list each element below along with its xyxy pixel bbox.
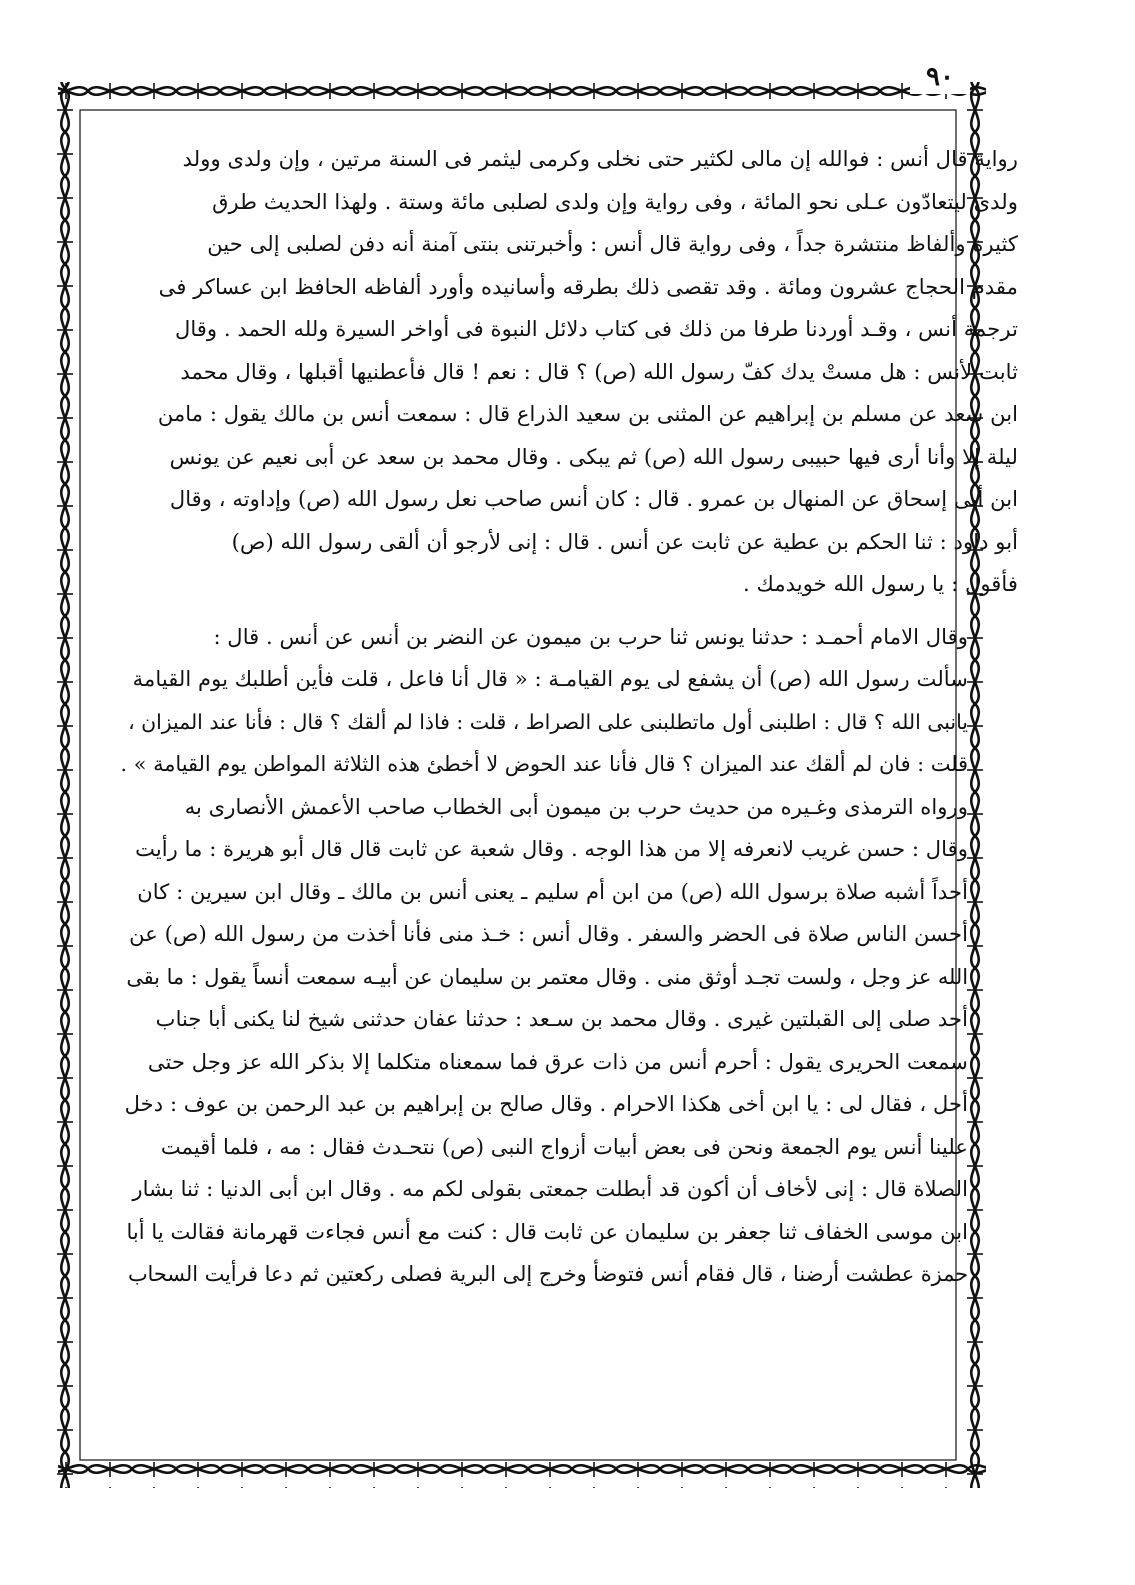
text-line: مقدم الحجاج عشرون ومائة . وقد تقصى ذلك بطرقه وأسانيده وأورد ألفاظه الحافظ ابن عساكر فى bbox=[158, 273, 1018, 299]
text-line: علينا أنس يوم الجمعة ونحن فى بعض أبيات أزواج النبى (ص) نتحـدث فقال : مه ، فلما أقيمت bbox=[160, 1133, 968, 1159]
border-top bbox=[58, 82, 986, 108]
text-line: ترجمة أنس ، وقـد أوردنا طرفا من ذلك فى كتاب دلائل النبوة فى أواخر السيرة ولله الحمد . وقال bbox=[174, 316, 1018, 341]
text-line: أحسن الناس صلاة فى الحضر والسفر . وقال أنس : خـذ منى فأنا أخذت من رسول الله (ص) عن bbox=[129, 921, 968, 946]
text-line: ليلة إلا وأنا أرى فيها حبيبى رسول الله (ص) ثم يبكى . وقال محمد بن سعد عن أبى نعيم عن يونس bbox=[169, 443, 1018, 469]
text-line: الله عز وجل ، ولست تجـد أوثق منى . وقال معتمر بن سليمان عن أبيـه سمعت أنساً يقول : ما بقى bbox=[126, 964, 968, 989]
text-line: سألت رسول الله (ص) أن يشفع لى يوم القيامـة : « قال أنا فاعل ، قلت فأين أطلبك يوم القيامة bbox=[132, 666, 968, 691]
text-line: يانبى الله ؟ قال : اطلبنى أول ماتطلبنى على الصراط ، قلت : فاذا لم ألقك ؟ قال : فأنا عند الميزان ، bbox=[128, 709, 968, 734]
text-line: ابن موسى الخفاف ثنا جعفر بن سليمان عن ثابت قال : كنت مع أنس فجاءت قهرمانة فقالت يا أبا bbox=[126, 1218, 968, 1244]
text-line: رواية قال أنس : فوالله إن مالى لكثير حتى نخلى وكرمى ليثمر فى السنة مرتين ، وإن ولدى وولد bbox=[182, 146, 1018, 171]
border-left bbox=[52, 82, 78, 1488]
text-line: حمزة عطشت أرضنا ، قال فقام أنس فتوضأ وخرج إلى البرية فصلى ركعتين ثم دعا فرأيت السحاب bbox=[127, 1262, 968, 1286]
text-line: أحل ، فقال لى : يا ابن أخى هكذا الاحرام . وقال صالح بن إبراهيم بن عبد الرحمن بن عوف : دخل bbox=[124, 1091, 968, 1116]
text-line: وقال : حسن غريب لانعرفه إلا من هذا الوجه . وقال شعبة عن ثابت قال قال أبو هريرة : ما رأيت bbox=[135, 836, 968, 861]
text-line: وقال الامام أحمـد : حدثنا يونس ثنا حرب بن ميمون عن النضر بن أنس عن أنس . قال : bbox=[213, 623, 968, 649]
text-line: ثابت لأنس : هل مستْ يدك كفّ رسول الله (ص) ؟ قال : نعم ! قال فأعطنيها أقبلها ، وقال محمد bbox=[180, 358, 1018, 384]
text-line: ولدى ليتعادّون عـلى نحو المائة ، وفى رواية وإن ولدى لصلبى مائة وستة . ولهذا الحديث طرق bbox=[212, 188, 1018, 214]
text-line: فأقول : يا رسول الله خويدمك . bbox=[743, 571, 1018, 596]
text-line: ورواه الترمذى وغـيره من حديث حرب بن ميمون أبى الخطاب صاحب الأعمش الأنصارى به bbox=[184, 793, 968, 819]
paragraph-1 bbox=[118, 138, 1018, 606]
text-line: قلت : فان لم ألقك عند الميزان ؟ قال فأنا عند الحوض لا أخطئ هذه الثلاثة المواطن يوم القيامة » . bbox=[120, 752, 968, 776]
text-line: أحداً أشبه صلاة برسول الله (ص) من ابن أم سليم ـ يعنى أنس بن مالك ـ وقال ابن سيرين : كان bbox=[137, 878, 968, 904]
page-number: ٩٠ bbox=[910, 60, 970, 94]
text-line: أحد صلى إلى القبلتين غيرى . وقال محمد بن سـعد : حدثنا عفان حدثنى شيخ لنا يكنى أبا جناب bbox=[155, 1006, 968, 1031]
text-line: كثيرة وألفاظ منتشرة جداً ، وفى رواية قال أنس : وأخبرتنى بنتى آمنة أنه دفن لصلبى إلى حين bbox=[207, 231, 1018, 256]
paragraph-2 bbox=[118, 616, 1018, 1296]
text-line: ابن أبى إسحاق عن المنهال بن عمرو . قال : كان أنس صاحب نعل رسول الله (ص) وإداوته ، وقال bbox=[169, 486, 1018, 511]
border-bottom bbox=[58, 1462, 986, 1488]
text-line: ابن سعد عن مسلم بن إبراهيم عن المثنى بن سعيد الذراع قال : سمعت أنس بن مالك يقول : مامن bbox=[157, 401, 1018, 426]
text-line: أبو داود : ثنا الحكم بن عطية عن ثابت عن أنس . قال : إنى لأرجو أن ألقى رسول الله (ص) bbox=[231, 528, 1018, 554]
text-line: سمعت الحريرى يقول : أحرم أنس من ذات عرق فما سمعناه متكلما إلا بذكر الله عز وجل حتى bbox=[147, 1048, 968, 1074]
text-line: الصلاة قال : إنى لأخاف أن أكون قد أبطلت جمعتى بقولى لكم مه . وقال ابن أبى الدنيا : ثنا بشار bbox=[132, 1176, 968, 1201]
page-text bbox=[118, 138, 1018, 1296]
